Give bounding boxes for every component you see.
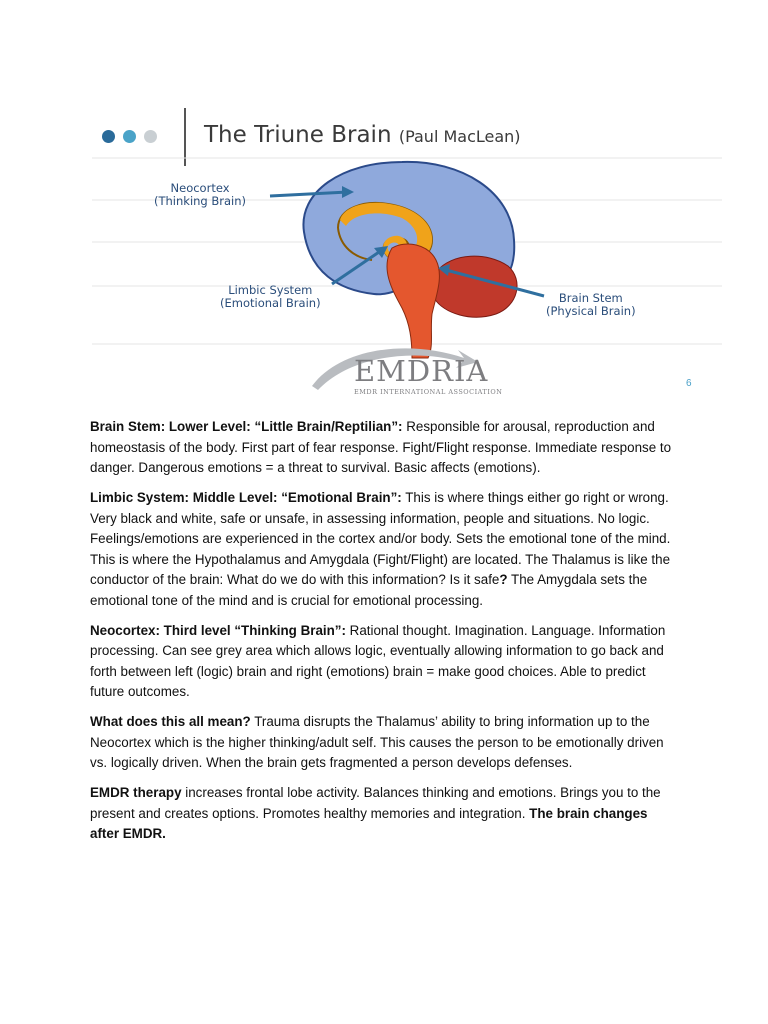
brain-stem-paragraph — [90, 417, 680, 479]
emdr-therapy-heading: EMDR therapy — [90, 785, 182, 800]
brain-stem-label-title: Brain Stem — [558, 291, 623, 305]
limbic-system-paragraph — [90, 488, 680, 611]
limbic-system-text: This is where things either go right or wrong. Very black and white, safe or unsafe, in assessing information, people and situations. No logic. Feelings/emotions are experienced in the cortex and/or body. Sets the emotional tone of the mind. This is where the Hypothalamus and Amygdala (Fight/Flight) are located. The Thalamus is like the conductor of the brain: What do we do with this information? Is it safe — [90, 490, 671, 587]
neocortex-heading: Neocortex: Third level “Thinking Brain”: — [90, 622, 346, 638]
emdria-logo-subtitle: EMDR INTERNATIONAL ASSOCIATION — [354, 388, 503, 396]
limbic-label-sub: (Emotional Brain) — [220, 296, 321, 310]
emdr-therapy-conclusion: The brain changes after EMDR. — [90, 805, 648, 841]
neocortex-label-title: Neocortex — [170, 181, 230, 195]
brain-stem-label — [546, 292, 636, 318]
meaning-text: Trauma disrupts the Thalamus’ ability to bring information up to the Neocortex which is the higher thinking/adult self. This causes the person to be emotionally driven vs. logically driven. When the brain gets fragmented a person develops defenses. — [90, 714, 664, 770]
brain-stem-label-sub: (Physical Brain) — [546, 304, 636, 318]
neocortex-label-sub: (Thinking Brain) — [154, 194, 247, 208]
brain-stem-heading: Brain Stem: Lower Level: “Little Brain/Reptilian”: — [90, 419, 403, 434]
neocortex-text: Rational thought. Imagination. Language. Information processing. Can see grey area which allows logic, eventually allowing information to go back and forth between left (logic) brain and right (emotions) brain = make good choices. Able to predict future outcomes. — [90, 622, 666, 699]
slide-author: (Paul MacLean) — [398, 127, 521, 146]
limbic-label — [220, 284, 321, 310]
brain-stem-text: Responsible for arousal, reproduction and homeostasis of the body. First part of fear response. Fight/Flight response. Immediate response to danger. Dangerous emotions = a threat to survival. Basic affects (emotions). — [90, 419, 672, 475]
brain-stem-shape — [387, 244, 439, 358]
limbic-system-bold-mark: ? — [499, 572, 508, 587]
neocortex-label — [154, 182, 246, 208]
emdr-therapy-text: increases frontal lobe activity. Balances thinking and emotions. Brings you to the present and creates options. Promotes healthy memories and integration. — [90, 785, 661, 821]
slide-title-text: The Triune Brain — [204, 122, 392, 148]
limbic-label-title: Limbic System — [228, 283, 313, 297]
emdr-therapy-paragraph — [90, 783, 680, 845]
limbic-system-text-end: The Amygdala sets the emotional tone of the mind and is crucial for emotional processing. — [90, 572, 648, 608]
triune-brain-slide — [92, 100, 722, 400]
slide-page-number: 6 — [686, 378, 692, 389]
document-body — [90, 417, 680, 854]
emdria-logo-text: EMDRIA — [354, 354, 489, 388]
meaning-paragraph — [90, 712, 680, 774]
neocortex-paragraph — [90, 621, 680, 703]
limbic-system-heading: Limbic System: Middle Level: “Emotional Brain”: — [90, 490, 402, 505]
meaning-heading: What does this all mean? — [90, 714, 251, 729]
